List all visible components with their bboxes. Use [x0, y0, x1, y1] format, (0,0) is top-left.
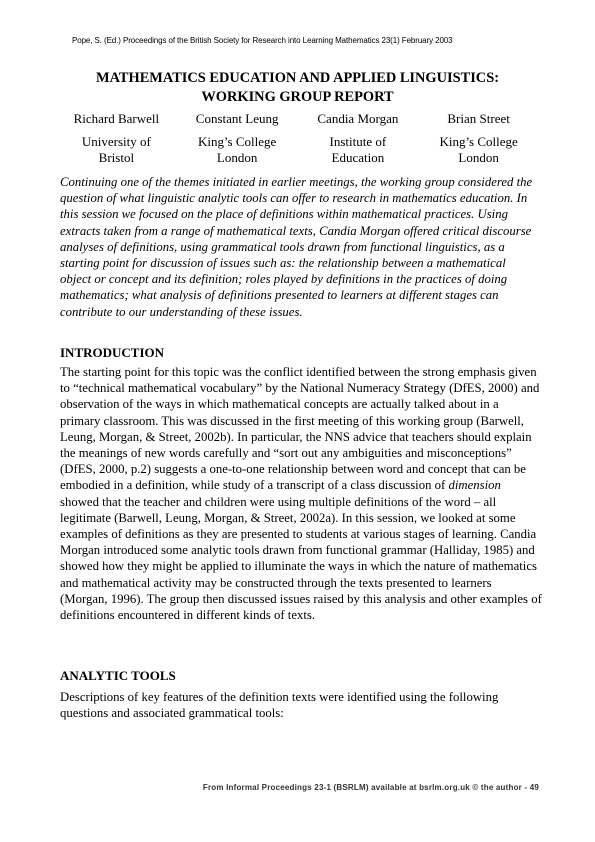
- affiliation-line: London: [458, 150, 499, 165]
- author-name: Richard Barwell: [73, 111, 160, 126]
- affiliation-line: London: [216, 150, 258, 165]
- author-block: [177, 111, 298, 166]
- author-name: Brian Street: [447, 111, 510, 126]
- emphasized-term: dimension: [448, 478, 501, 493]
- abstract: Continuing one of the themes initiated in earlier meetings, the working group considered the question of what linguistic analytic tools can offer to research in mathematics education. In this session we focused on the place of definitions within mathematical practices. Using extracts taken from a range of mathematical texts, Candia Morgan offered critical discourse analyses of definitions, using grammatical tools drawn from functional linguistics, as a starting point for discussion of issues such as: the relationship between a mathematical object or concept and its definition; roles played by definitions in the practices of doing mathematics; what analysis of definitions presented to learners at different stages can contribute to our understanding of these issues.: [60, 175, 533, 319]
- author-affiliation: [177, 134, 298, 166]
- author-block: [298, 111, 419, 166]
- author-name: Constant Leung: [195, 111, 279, 126]
- running-header: Pope, S. (Ed.) Proceedings of the British Society for Research into Learning Mathematics 23(1) February 2003: [72, 36, 453, 45]
- author-affiliation: [56, 134, 177, 166]
- analytic-tools-paragraph: Descriptions of key features of the definition texts were identified using the following questions and associated grammatical tools:: [60, 690, 499, 721]
- author-name: Candia Morgan: [317, 111, 399, 126]
- author-block: [418, 111, 539, 166]
- affiliation-line: Education: [331, 150, 385, 165]
- page-footer: From Informal Proceedings 23-1 (BSRLM) available at bsrlm.org.uk © the author - 49: [202, 783, 539, 792]
- section-heading-introduction: INTRODUCTION: [60, 345, 165, 360]
- paragraph-text: showed that the teacher and children were using multiple definitions of the word – all legitimate (Barwell, Leung, Morgan, & Street, 2002a). In this session, we looked at some examples of definitions as they are presented to students at various stages of learning. Candia Morgan introduced some analytic tools drawn from functional grammar (Halliday, 1985) and showed how they might be applied to illuminate the ways in which the nature of mathematics and mathematical activity may be constructed through the texts presented to learners (Morgan, 1996). The group then discussed issues raised by this analysis and other examples of definitions encountered in different kinds of texts.: [60, 494, 542, 623]
- author-list: [56, 111, 539, 166]
- affiliation-line: University of: [81, 134, 151, 149]
- affiliation-line: King’s College: [439, 134, 518, 149]
- introduction-paragraph: [60, 364, 542, 623]
- affiliation-line: Institute of: [329, 134, 387, 149]
- author-block: [56, 111, 177, 166]
- section-heading-analytic-tools: ANALYTIC TOOLS: [60, 668, 176, 683]
- author-affiliation: [418, 134, 539, 166]
- title-line-1: MATHEMATICS EDUCATION AND APPLIED LINGUISTICS:: [96, 70, 499, 86]
- author-affiliation: [298, 134, 419, 166]
- affiliation-line: Bristol: [98, 150, 135, 165]
- title-line-2: WORKING GROUP REPORT: [201, 89, 394, 105]
- paper-title: [56, 69, 539, 107]
- affiliation-line: King’s College: [197, 134, 277, 149]
- paragraph-text: The starting point for this topic was the conflict identified between the strong emphasis given to “technical mathematical vocabulary” by the National Numeracy Strategy (DfES, 2000) and observation of the ways in which mathematical concepts are actually talked about in a primary classroom. This was discussed in the first meeting of this working group (Barwell, Leung, Morgan, & Street, 2002b). In particular, the NNS advice that teachers should explain the meanings of new words carefully and “sort out any ambiguities and misconceptions” (DfES, 2000, p.2) suggests a one-to-one relationship between word and concept that can be embodied in a definition, while study of a transcript of a class discussion of: [60, 365, 540, 493]
